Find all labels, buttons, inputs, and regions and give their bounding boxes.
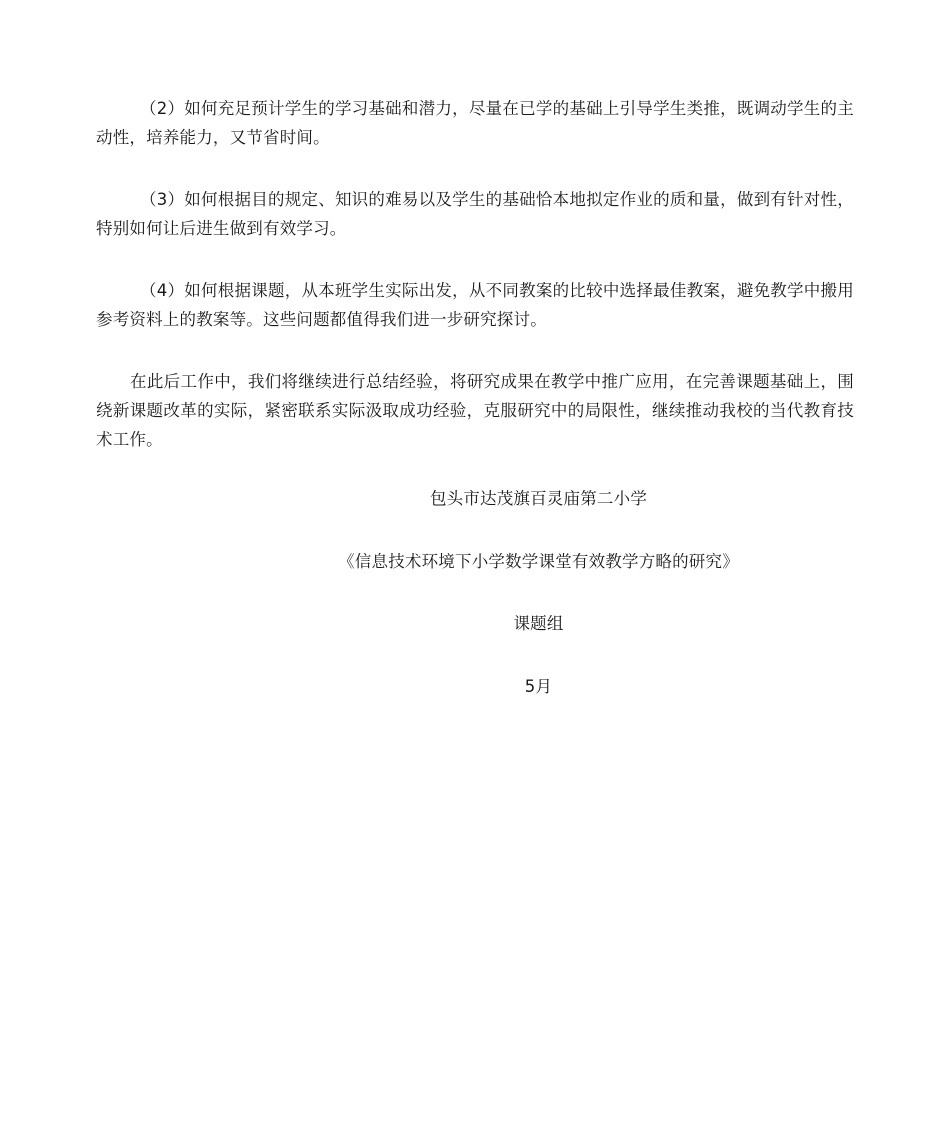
signature-school: 包头市达茂旗百灵庙第二小学 [429,489,648,508]
signature-date: 5月 [524,677,553,696]
paragraph-future-work: 在此后工作中，我们将继续进行总结经验，将研究成果在教学中推广应用，在完善课题基础上，围绕新课题改革的实际，紧密联系实际汲取成功经验，克服研究中的局限性，继续推动我校的当代教育技术工作。 [96,372,854,449]
signature-group: 课题组 [513,614,564,633]
paragraph-item-3: （3）如何根据目的规定、知识的难易以及学生的基础恰本地拟定作业的质和量，做到有针对性，特别如何让后进生做到有效学习。 [96,190,854,238]
paragraph-item-2: （2）如何充足预计学生的学习基础和潜力，尽量在已学的基础上引导学生类推，既调动学生的主动性，培养能力，又节省时间。 [96,99,854,147]
paragraph-item-4: （4）如何根据课题，从本班学生实际出发，从不同教案的比较中选择最佳教案，避免教学中搬用参考资料上的教案等。这些问题都值得我们进一步研究探讨。 [96,281,854,329]
signature-project-title: 《信息技术环境下小学数学课堂有效教学方略的研究》 [338,552,739,571]
